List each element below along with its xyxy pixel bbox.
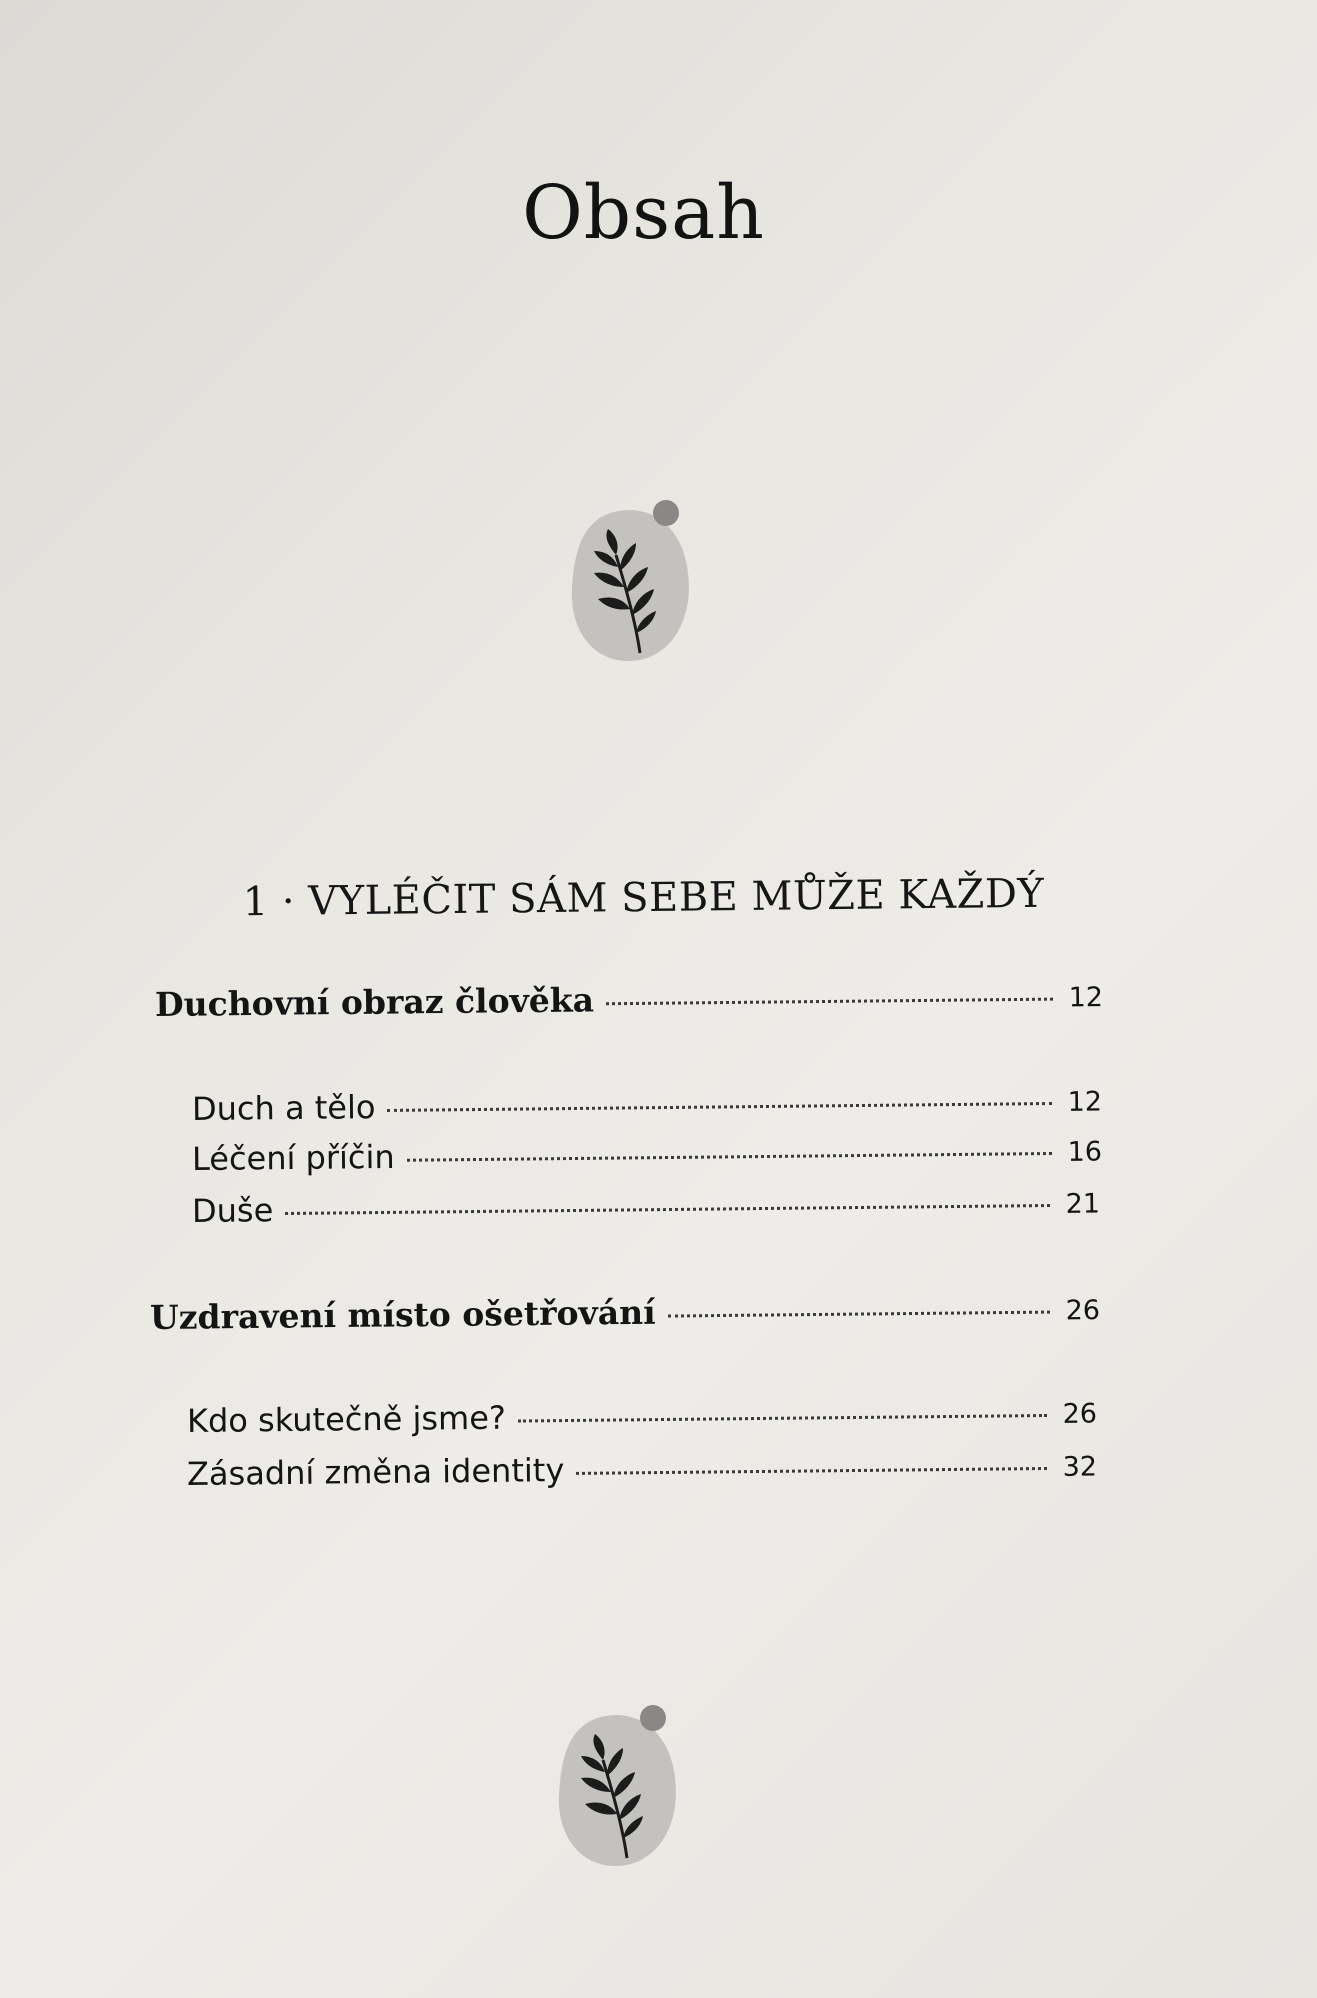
toc-entry xyxy=(192,1130,1102,1178)
toc-entry xyxy=(150,1288,1100,1337)
toc-entry-label: Duše xyxy=(191,1191,274,1230)
page-title: Obsah xyxy=(522,170,765,256)
toc-entry xyxy=(192,1080,1102,1128)
dot-leader xyxy=(387,1102,1052,1112)
dot-leader xyxy=(407,1152,1052,1162)
toc-entry-label: Zásadní změna identity xyxy=(186,1451,565,1493)
dot-leader xyxy=(576,1467,1047,1475)
dot-leader xyxy=(285,1204,1050,1215)
toc-entry-label: Duch a tělo xyxy=(191,1088,376,1128)
toc-entry-page: 16 xyxy=(1067,1136,1103,1168)
toc-entry-page: 26 xyxy=(1065,1295,1101,1327)
toc-entry xyxy=(187,1392,1097,1440)
toc-entry-label: Duchovní obraz člověka xyxy=(154,980,595,1024)
toc-entry-page: 32 xyxy=(1062,1451,1098,1483)
toc-entry-label: Uzdravení místo ošetřování xyxy=(149,1292,656,1337)
dot-leader xyxy=(518,1414,1047,1423)
toc-entry-label: Léčení příčin xyxy=(191,1137,395,1178)
chapter-heading: 1 · VYLÉČIT SÁM SEBE MŮŽE KAŽDÝ xyxy=(242,870,1045,926)
toc-entry-label: Kdo skutečně jsme? xyxy=(186,1398,507,1440)
toc-entry-page: 12 xyxy=(1067,1086,1103,1118)
toc-entry-page: 12 xyxy=(1068,982,1104,1014)
toc-entry-page: 26 xyxy=(1062,1398,1098,1430)
leaf-sprig-icon xyxy=(545,1700,695,1880)
dot-leader xyxy=(606,998,1053,1006)
toc-entry xyxy=(192,1182,1100,1230)
dot-leader xyxy=(668,1311,1050,1318)
toc-entry xyxy=(187,1445,1097,1493)
toc-entry-page: 21 xyxy=(1065,1188,1101,1220)
toc-entry xyxy=(155,975,1103,1024)
